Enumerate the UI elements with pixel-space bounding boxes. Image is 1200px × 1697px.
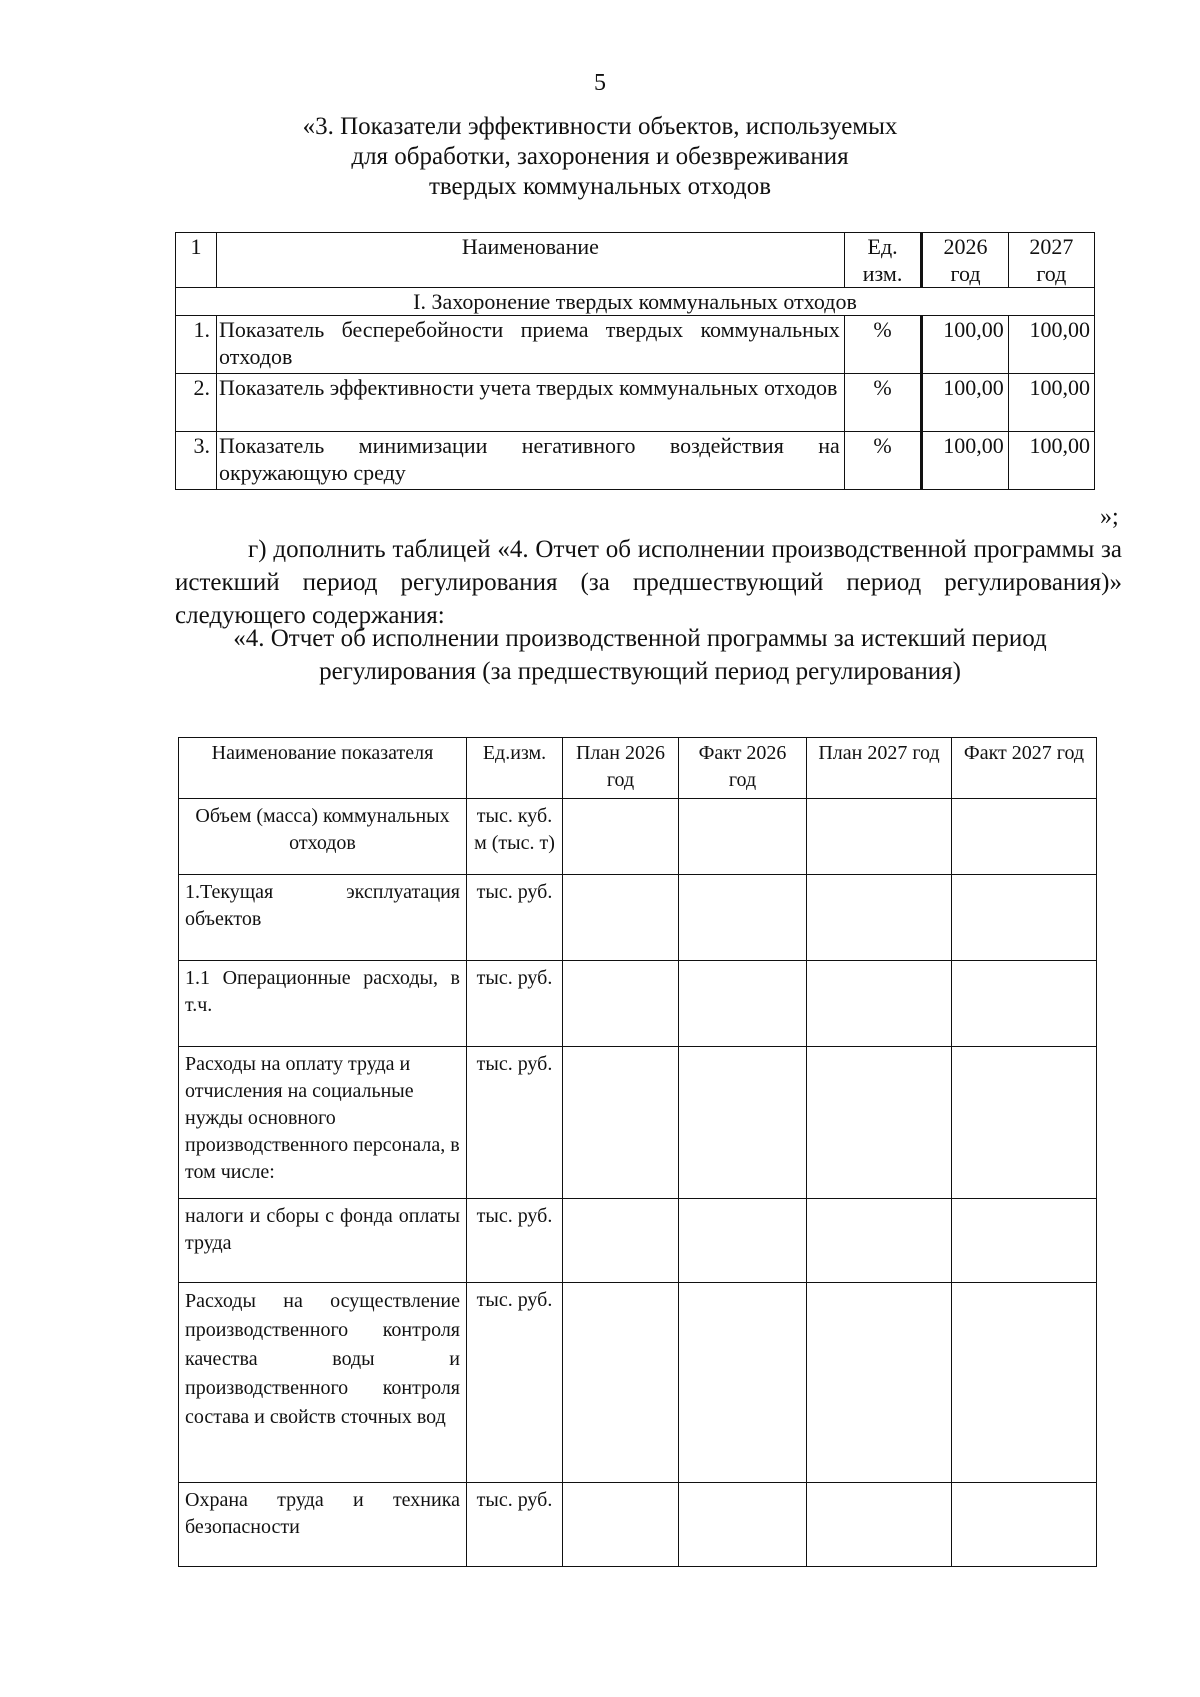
- fact-2026-cell: [679, 799, 807, 875]
- table-row: [179, 961, 1097, 1047]
- header-2027: 2027 год: [1008, 233, 1094, 288]
- indicator-unit: тыс. руб.: [467, 1483, 563, 1567]
- fact-2027-cell: [952, 799, 1097, 875]
- plan-2027-cell: [807, 1283, 952, 1483]
- header-2026: 2026 год: [922, 233, 1008, 288]
- section3-title: [250, 112, 950, 202]
- row-num: 1.: [176, 316, 217, 374]
- indicator-name: Объем (масса) коммунальных отходов: [179, 799, 467, 875]
- plan-2027-cell: [807, 1483, 952, 1567]
- table-row: [179, 1483, 1097, 1567]
- indicator-unit: тыс. руб.: [467, 1047, 563, 1199]
- plan-2026-cell: [563, 961, 679, 1047]
- row-value-2027: 100,00: [1008, 374, 1094, 432]
- fact-2027-cell: [952, 875, 1097, 961]
- plan-2027-cell: [807, 1199, 952, 1283]
- row-unit: %: [844, 316, 922, 374]
- plan-2026-cell: [563, 1199, 679, 1283]
- fact-2027-cell: [952, 1483, 1097, 1567]
- fact-2026-cell: [679, 875, 807, 961]
- closing-quote: »;: [1100, 504, 1119, 530]
- indicator-unit: тыс. руб.: [467, 961, 563, 1047]
- header-plan-2026: План 2026 год: [563, 738, 679, 799]
- efficiency-indicators-table: [175, 232, 1095, 490]
- fact-2027-cell: [952, 1047, 1097, 1199]
- indicator-unit: тыс. руб.: [467, 1283, 563, 1483]
- header-indicator: Наименование показателя: [179, 738, 467, 799]
- indicator-name: Расходы на осуществление производственного контроля качества воды и производственного контроля состава и свойств сточных вод: [179, 1283, 467, 1483]
- plan-2027-cell: [807, 961, 952, 1047]
- table-row: [179, 875, 1097, 961]
- indicator-unit: тыс. куб. м (тыс. т): [467, 799, 563, 875]
- indicator-name: 1.1 Операционные расходы, в т.ч.: [179, 961, 467, 1047]
- section3-title-line: твердых коммунальных отходов: [428, 173, 772, 200]
- indicator-name: Охрана труда и техника безопасности: [179, 1483, 467, 1567]
- header-fact-2026: Факт 2026 год: [679, 738, 807, 799]
- plan-2026-cell: [563, 1483, 679, 1567]
- section4-title-line: регулирования (за предшествующий период регулирования): [319, 658, 961, 685]
- header-fact-2027: Факт 2027 год: [952, 738, 1097, 799]
- table-header-row: [179, 738, 1097, 799]
- section3-title-line: для обработки, захоронения и обезвреживания: [351, 143, 849, 170]
- header-unit: Ед. изм.: [844, 233, 922, 288]
- page-number: 5: [594, 70, 606, 96]
- table-row: [179, 1047, 1097, 1199]
- row-value-2026: 100,00: [922, 432, 1008, 490]
- fact-2026-cell: [679, 1047, 807, 1199]
- plan-2027-cell: [807, 799, 952, 875]
- fact-2026-cell: [679, 1483, 807, 1567]
- fact-2027-cell: [952, 1199, 1097, 1283]
- fact-2026-cell: [679, 1199, 807, 1283]
- row-name: Показатель бесперебойности приема твердых коммунальных отходов: [216, 316, 844, 374]
- row-num: 3.: [176, 432, 217, 490]
- table-header-row: [176, 233, 1095, 288]
- indicator-name: налоги и сборы с фонда оплаты труда: [179, 1199, 467, 1283]
- section4-title-line: «4. Отчет об исполнении производственной программы за истекший период: [233, 625, 1047, 652]
- fact-2027-cell: [952, 961, 1097, 1047]
- fact-2026-cell: [679, 961, 807, 1047]
- amendment-paragraph: г) дополнить таблицей «4. Отчет об исполнении производственной программы за истекший период регулирования (за предшествующий период регулирования)» следующего содержания:: [175, 536, 1122, 629]
- plan-2026-cell: [563, 799, 679, 875]
- plan-2027-cell: [807, 875, 952, 961]
- row-value-2027: 100,00: [1008, 432, 1094, 490]
- header-num: 1: [176, 233, 217, 288]
- program-report-table: [178, 737, 1097, 1567]
- table-row: [179, 1283, 1097, 1483]
- row-name: Показатель эффективности учета твердых коммунальных отходов: [216, 374, 844, 432]
- table-row: [179, 799, 1097, 875]
- section4-title: [200, 622, 1080, 688]
- section-heading: I. Захоронение твердых коммунальных отходов: [176, 288, 1095, 316]
- plan-2027-cell: [807, 1047, 952, 1199]
- row-value-2027: 100,00: [1008, 316, 1094, 374]
- indicator-name: Расходы на оплату труда и отчисления на социальные нужды основного производственного персонала, в том числе:: [179, 1047, 467, 1199]
- plan-2026-cell: [563, 875, 679, 961]
- indicator-unit: тыс. руб.: [467, 875, 563, 961]
- row-unit: %: [844, 432, 922, 490]
- table-row: [176, 432, 1095, 490]
- row-value-2026: 100,00: [922, 316, 1008, 374]
- fact-2026-cell: [679, 1283, 807, 1483]
- indicator-name: 1.Текущая эксплуатация объектов: [179, 875, 467, 961]
- row-name: Показатель минимизации негативного воздействия на окружающую среду: [216, 432, 844, 490]
- table-row: [176, 374, 1095, 432]
- header-plan-2027: План 2027 год: [807, 738, 952, 799]
- header-unit: Ед.изм.: [467, 738, 563, 799]
- section-heading-row: [176, 288, 1095, 316]
- header-name: Наименование: [216, 233, 844, 288]
- row-unit: %: [844, 374, 922, 432]
- table-row: [176, 316, 1095, 374]
- indicator-unit: тыс. руб.: [467, 1199, 563, 1283]
- fact-2027-cell: [952, 1283, 1097, 1483]
- section3-title-line: «3. Показатели эффективности объектов, используемых: [302, 113, 898, 140]
- row-value-2026: 100,00: [922, 374, 1008, 432]
- plan-2026-cell: [563, 1283, 679, 1483]
- table-row: [179, 1199, 1097, 1283]
- row-num: 2.: [176, 374, 217, 432]
- plan-2026-cell: [563, 1047, 679, 1199]
